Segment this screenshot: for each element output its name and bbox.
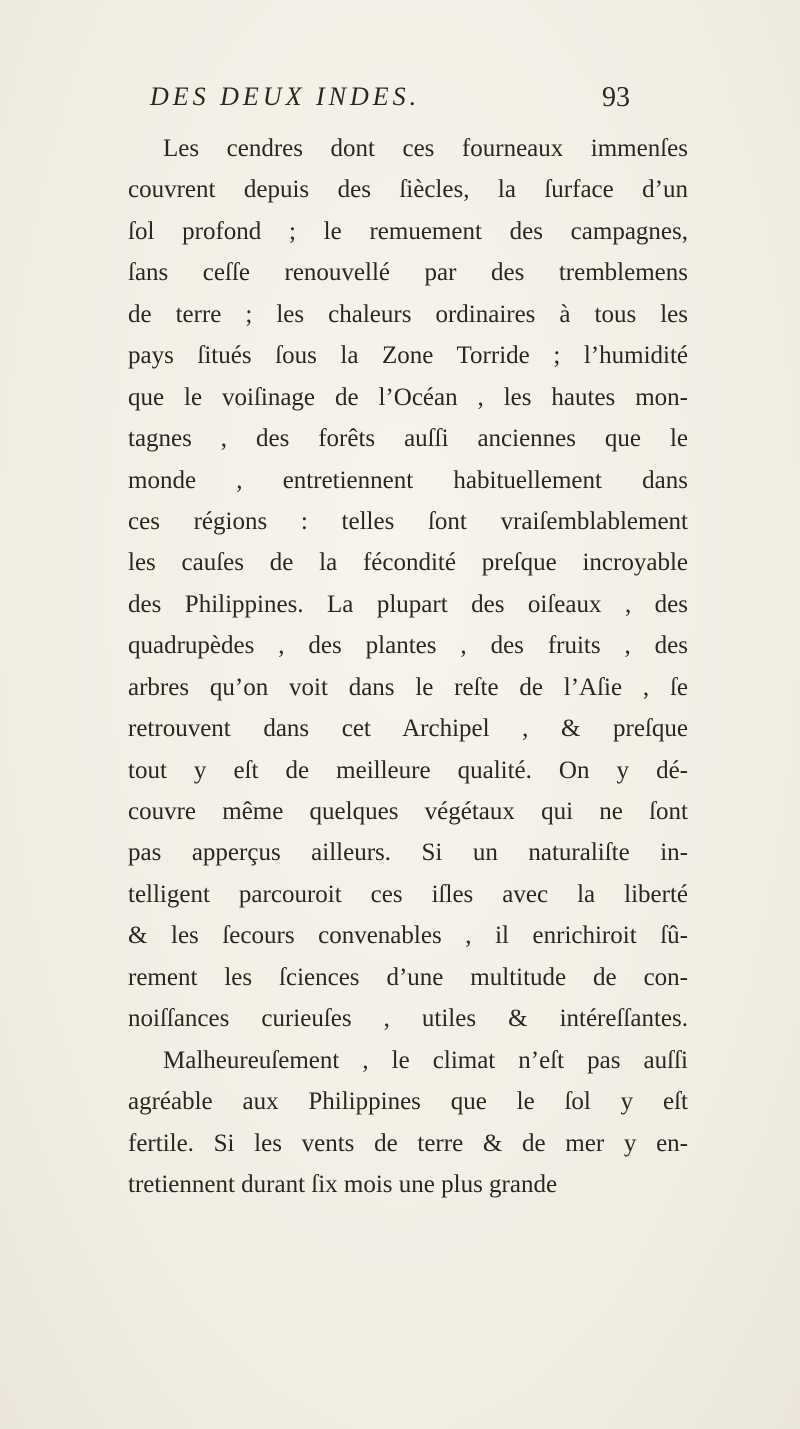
- text-line: pays ſitués ſous la Zone Torride ; l’humidité: [128, 342, 688, 370]
- running-head: [150, 82, 630, 122]
- text-line: monde , entretiennent habituellement dans: [128, 466, 688, 494]
- text-line: tretiennent durant ſix mois une plus grande: [128, 1170, 558, 1198]
- text-line: agréable aux Philippines que le ſol y eſt: [128, 1088, 688, 1116]
- body-text: [128, 128, 688, 1205]
- text-line: Les cendres dont ces fourneaux immenſes: [163, 135, 688, 162]
- text-line: couvrent depuis des ſiècles, la ſurface d’un: [128, 176, 688, 204]
- text-line: tout y eſt de meilleure qualité. On y dé-: [128, 756, 688, 784]
- text-line: des Philippines. La plupart des oiſeaux , des: [128, 590, 688, 618]
- text-line: pas apperçus ailleurs. Si un naturaliſte in-: [128, 839, 688, 867]
- text-line: telligent parcouroit ces iſles avec la liberté: [128, 880, 688, 908]
- text-line: que le voiſinage de l’Océan , les hautes mon-: [128, 383, 688, 411]
- text-line: arbres qu’on voit dans le reſte de l’Aſie , ſe: [128, 673, 688, 701]
- text-line: ces régions : telles ſont vraiſemblablement: [128, 507, 688, 535]
- text-line: noiſſances curieuſes , utiles & intéreſſantes.: [128, 1005, 688, 1033]
- text-line: Malheureuſement , le climat n’eſt pas auſſi: [163, 1046, 688, 1074]
- text-line: retrouvent dans cet Archipel , & preſque: [128, 715, 688, 743]
- text-line: fertile. Si les vents de terre & de mer y en-: [128, 1129, 688, 1157]
- text-line: de terre ; les chaleurs ordinaires à tous les: [128, 300, 688, 328]
- text-line: quadrupèdes , des plantes , des fruits , des: [128, 632, 688, 660]
- text-line: & les ſecours convenables , il enrichiroit ſû-: [128, 922, 688, 950]
- page-number: 93: [602, 82, 630, 113]
- text-line: ſol profond ; le remuement des campagnes,: [128, 217, 688, 245]
- running-title: DES DEUX INDES.: [150, 82, 421, 111]
- text-line: les cauſes de la fécondité preſque incroyable: [128, 549, 688, 577]
- text-line: tagnes , des forêts auſſi anciennes que le: [128, 425, 688, 453]
- text-line: ſans ceſſe renouvellé par des tremblemens: [128, 259, 688, 287]
- text-line: couvre même quelques végétaux qui ne ſont: [128, 798, 688, 825]
- text-line: rement les ſciences d’une multitude de con-: [128, 963, 688, 991]
